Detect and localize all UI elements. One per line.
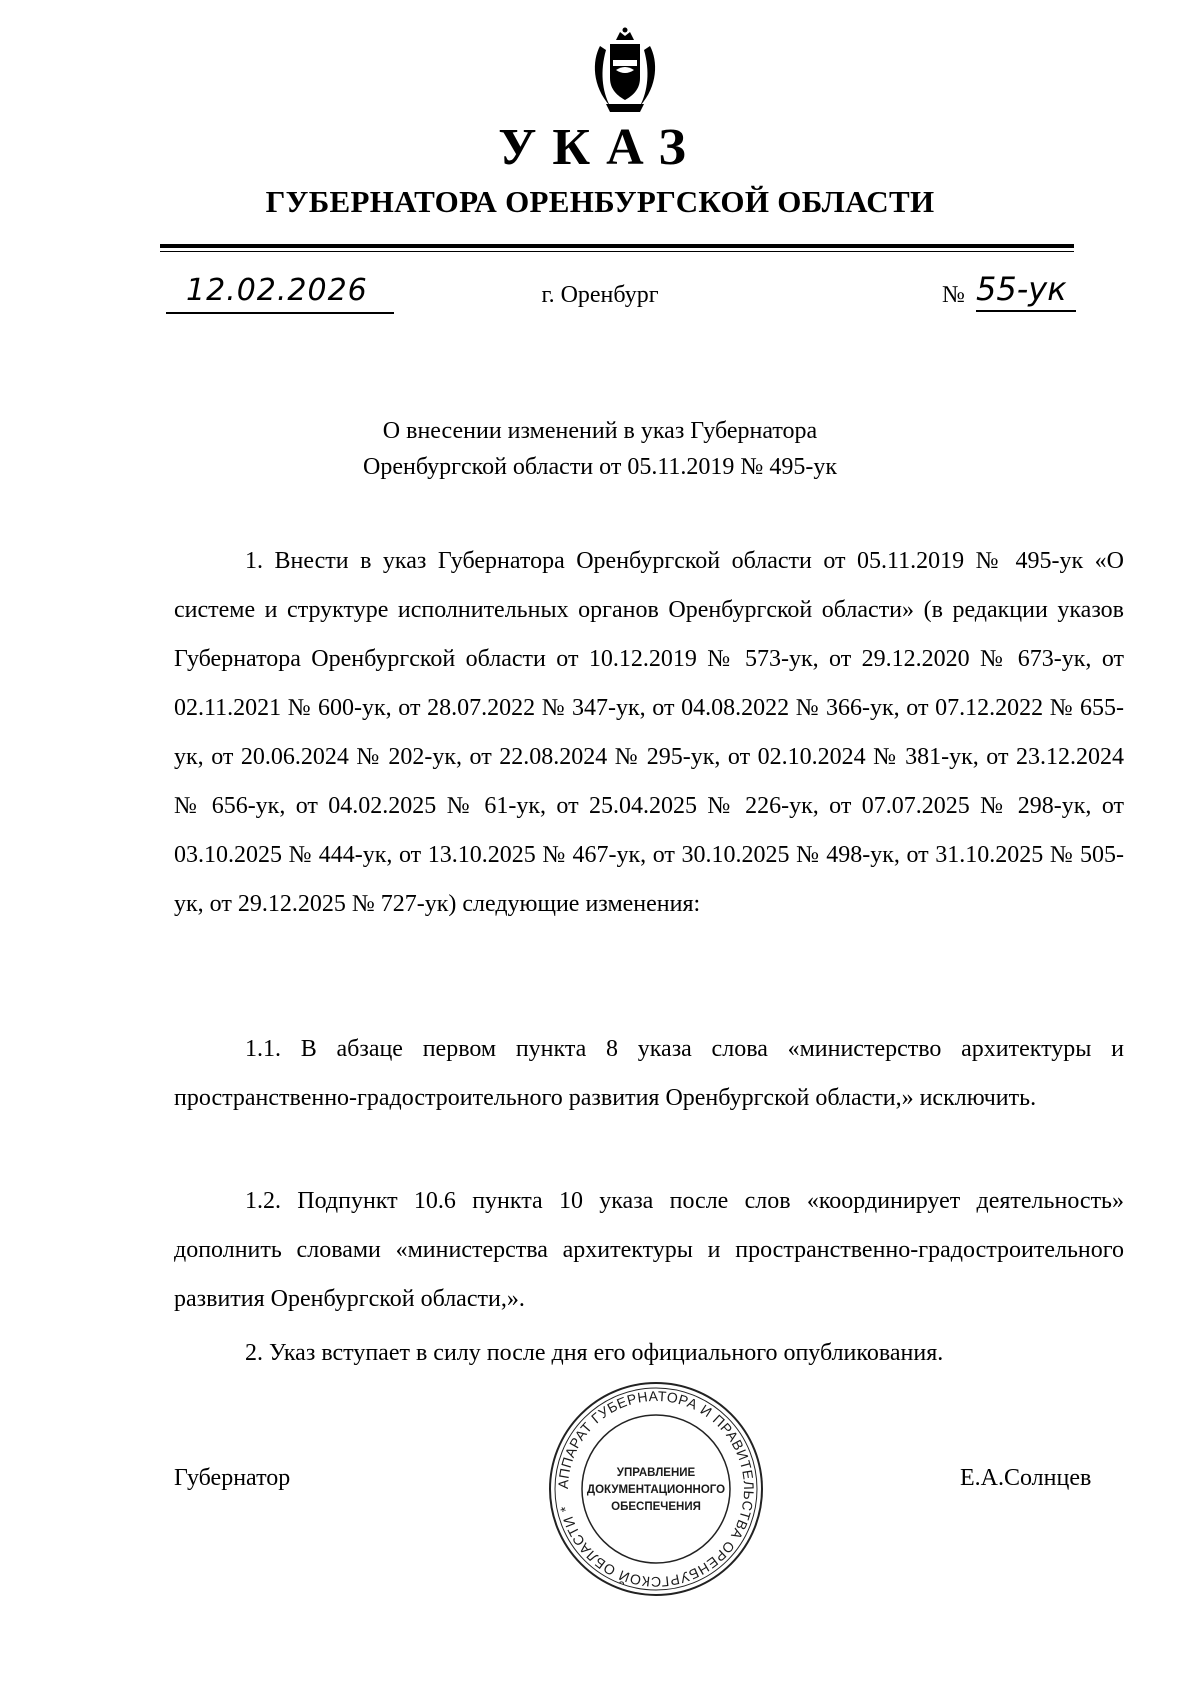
document-subject bbox=[0, 413, 1200, 485]
document-number: 55-ук bbox=[976, 270, 1067, 308]
subject-line-2: Оренбургской области от 05.11.2019 № 495-ук bbox=[363, 454, 837, 480]
subject-line-1: О внесении изменений в указ Губернатора bbox=[382, 418, 818, 444]
header-divider-thin bbox=[160, 251, 1074, 252]
number-label: № bbox=[942, 282, 965, 308]
stamp-line-1: УПРАВЛЕНИЕ bbox=[616, 1467, 696, 1479]
paragraph-2: 2. Указ вступает в силу после дня его официального опубликования. bbox=[245, 1340, 944, 1366]
number-underline bbox=[976, 310, 1076, 312]
paragraph-1: 1. Внести в указ Губернатора Оренбургской области от 05.11.2019 № 495-ук «О системе и структуре исполнительных органов Оренбургской области» (в редакции указов Губернатора Оренбургской области от 10.12.2019 № 573-ук, от 29.12.2020 № 673-ук, от 02.11.2021 № 600-ук, от 28.07.2022 № 347-ук, от 04.08.2022 № 366-ук, от 07.12.2022 № 655-ук, от 20.06.2024 № 202-ук, от 22.08.2024 № 295-ук, от 02.10.2024 № 381-ук, от 23.12.2024 № 656-ук, от 04.02.2025 № 61-ук, от 25.04.2025 № 226-ук, от 07.07.2025 № 298-ук, от 03.10.2025 № 444-ук, от 13.10.2025 № 467-ук, от 30.10.2025 № 498-ук, от 31.10.2025 № 505-ук, от 29.12.2025 № 727-ук) следующие изменения: bbox=[174, 548, 1124, 917]
document-issuer: ГУБЕРНАТОРА ОРЕНБУРГСКОЙ ОБЛАСТИ bbox=[265, 184, 935, 219]
stamp-line-3: ОБЕСПЕЧЕНИЯ bbox=[611, 1501, 701, 1513]
coat-of-arms-icon bbox=[580, 26, 670, 116]
official-stamp bbox=[545, 1378, 767, 1600]
header-divider-thick bbox=[160, 244, 1074, 248]
paragraph-1-2: 1.2. Подпункт 10.6 пункта 10 указа после слов «координирует деятельность» дополнить словами «министерства архитектуры и пространственно-градостроительного развития Оренбургской области,». bbox=[174, 1188, 1124, 1312]
stamp-line-2: ДОКУМЕНТАЦИОННОГО bbox=[586, 1484, 726, 1496]
paragraph-1-1: 1.1. В абзаце первом пункта 8 указа слова «министерство архитектуры и пространственно-градостроительного развития Оренбургской области,» исключить. bbox=[174, 1036, 1124, 1111]
document-date: 12.02.2026 bbox=[186, 273, 368, 308]
signatory-role: Губернатор bbox=[174, 1465, 291, 1491]
date-underline bbox=[166, 312, 394, 314]
document-city: г. Оренбург bbox=[541, 282, 659, 308]
signatory-name: Е.А.Солнцев bbox=[960, 1465, 1092, 1491]
stamp-outer-text: АППАРАТ ГУБЕРНАТОРА И ПРАВИТЕЛЬСТВА ОРЕНБУРГСКОЙ ОБЛАСТИ * bbox=[554, 1387, 758, 1591]
document-title: УКАЗ bbox=[498, 119, 702, 176]
